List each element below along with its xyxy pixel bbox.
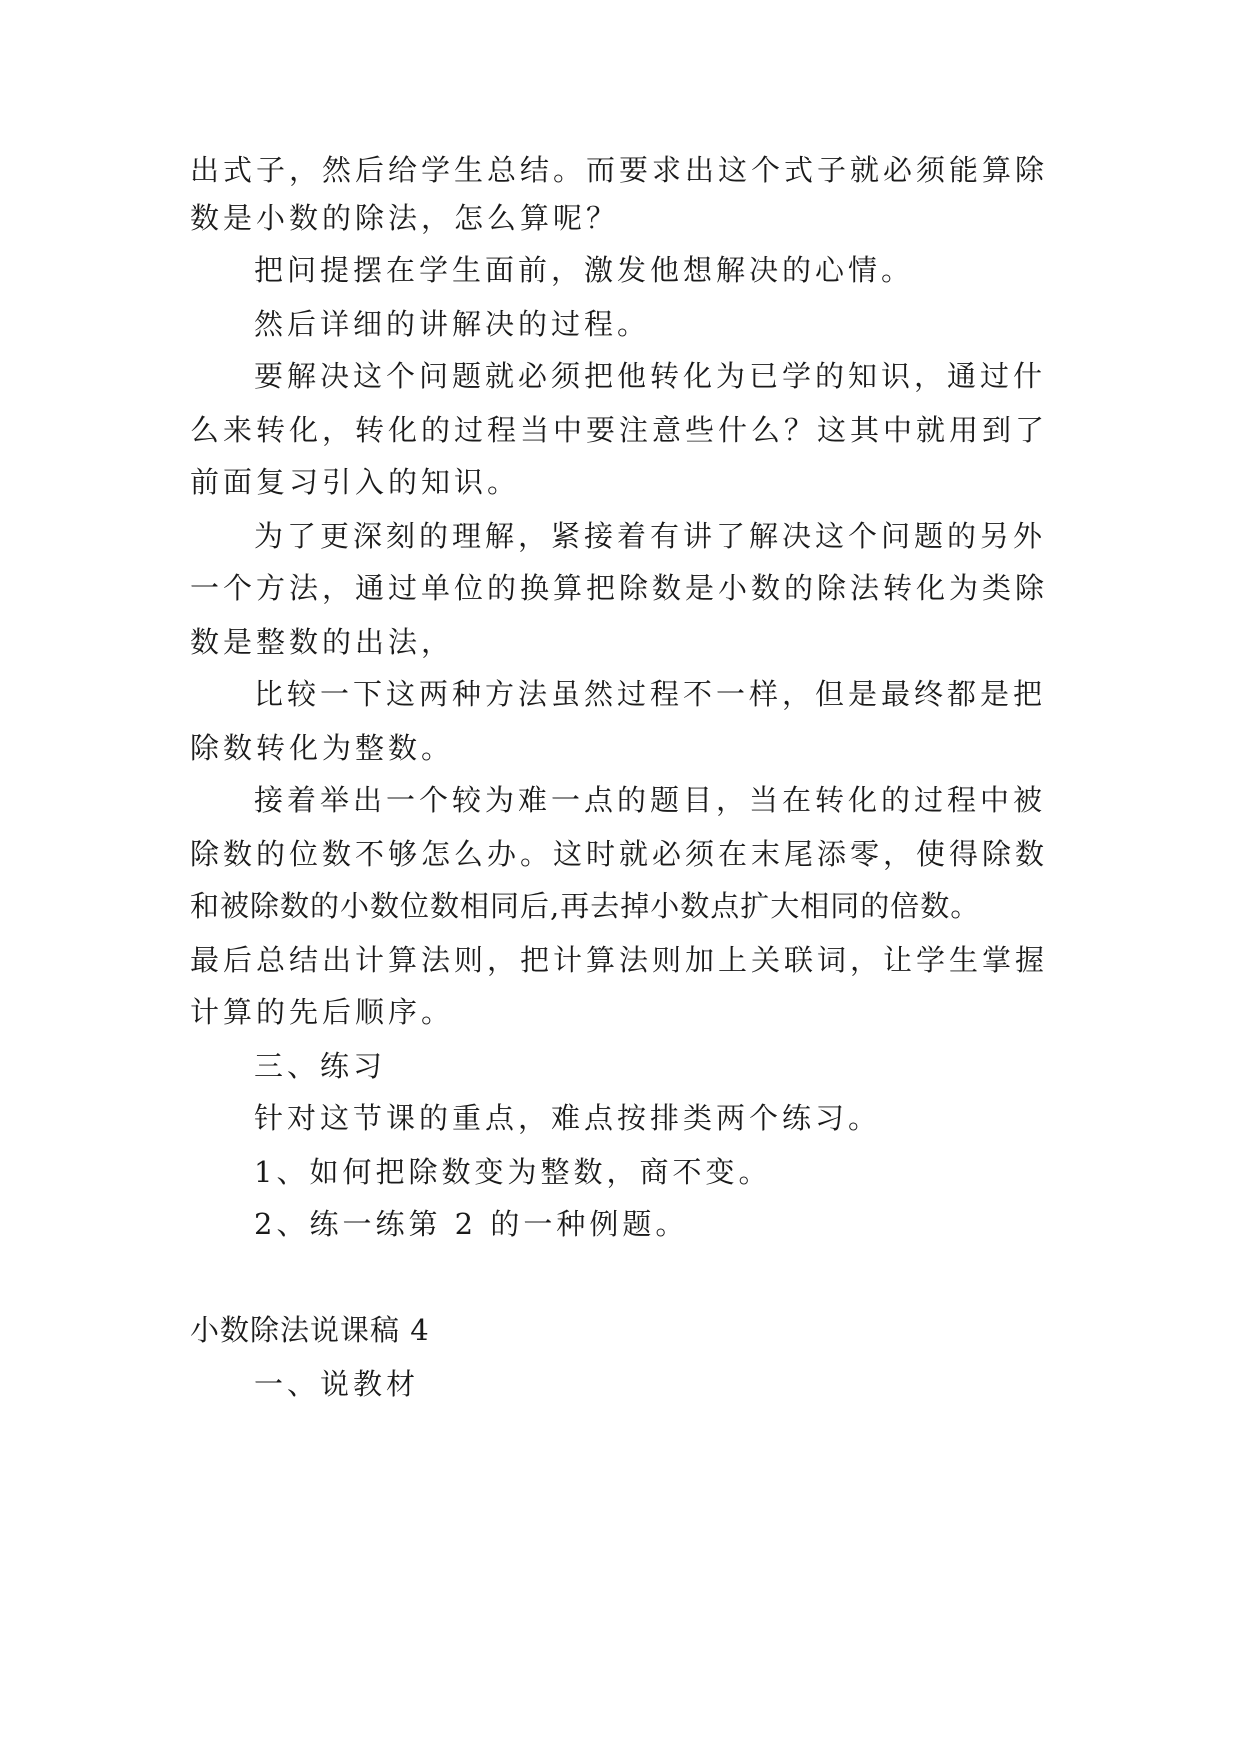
text-line: 前面复习引入的知识。 <box>190 465 521 499</box>
text-line: 接着举出一个较为难一点的题目，当在转化的过程中被 <box>254 783 1047 817</box>
text-line: 要解决这个问题就必须把他转化为已学的知识，通过什 <box>254 359 1047 393</box>
text-line: 除数转化为整数。 <box>190 731 455 765</box>
text-line: 一个方法，通过单位的换算把除数是小数的除法转化为类除 <box>190 571 1049 605</box>
list-item: 2、练一练第 2 的一种例题。 <box>254 1207 689 1241</box>
section-heading: 三、练习 <box>254 1049 387 1083</box>
list-item: 1、如何把除数变为整数，商不变。 <box>254 1155 772 1189</box>
text-line: 针对这节课的重点，难点按排类两个练习。 <box>254 1101 882 1135</box>
text-line: 最后总结出计算法则，把计算法则加上关联词，让学生掌握 <box>190 943 1049 977</box>
document-title: 小数除法说课稿 4 <box>190 1313 430 1347</box>
text-line: 除数的位数不够怎么办。这时就必须在末尾添零，使得除数 <box>190 837 1049 871</box>
text-line: 数是整数的出法， <box>190 625 455 659</box>
section-heading: 一、说教材 <box>254 1367 420 1401</box>
text-line: 比较一下这两种方法虽然过程不一样，但是最终都是把 <box>254 677 1047 711</box>
text-line: 和被除数的小数位数相同后,再去掉小数点扩大相同的倍数。 <box>190 889 981 923</box>
text-line: 数是小数的除法，怎么算呢？ <box>190 201 620 235</box>
text-line: 出式子，然后给学生总结。而要求出这个式子就必须能算除 <box>190 153 1049 187</box>
text-line: 为了更深刻的理解，紧接着有讲了解决这个问题的另外 <box>254 519 1047 553</box>
text-line: 计算的先后顺序。 <box>190 995 455 1029</box>
text-line: 然后详细的讲解决的过程。 <box>254 307 651 341</box>
text-line: 把问提摆在学生面前，激发他想解决的心情。 <box>254 253 915 287</box>
text-line: 么来转化，转化的过程当中要注意些什么？这其中就用到了 <box>190 413 1049 447</box>
